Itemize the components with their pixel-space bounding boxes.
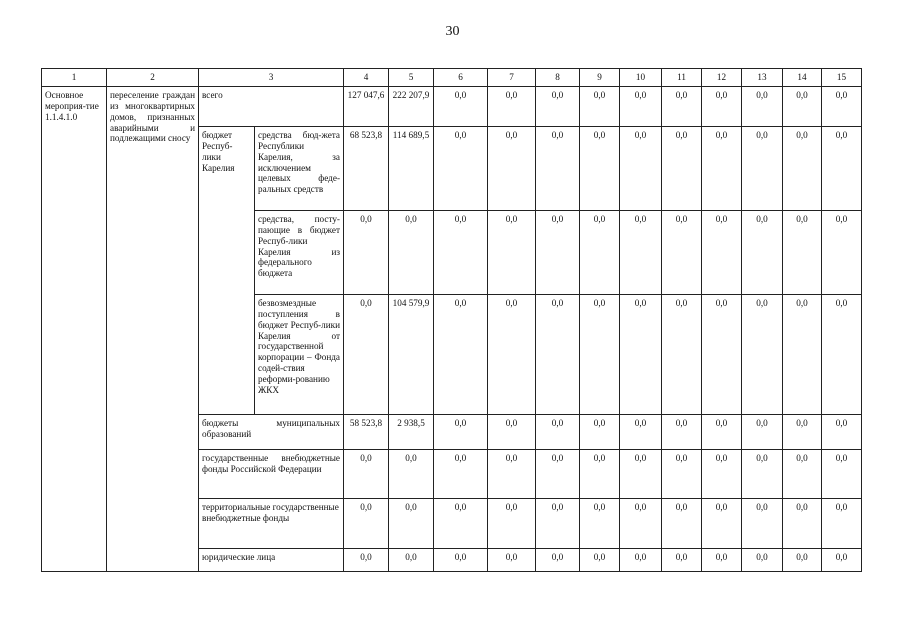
value-cell: 0,0 <box>783 549 822 572</box>
value-cell: 0,0 <box>822 450 862 499</box>
header-cell: 7 <box>488 69 536 87</box>
value-cell: 0,0 <box>389 549 434 572</box>
value-cell: 0,0 <box>536 87 580 127</box>
header-cell: 15 <box>822 69 862 87</box>
value-cell: 0,0 <box>488 499 536 549</box>
value-cell: 0,0 <box>702 127 742 211</box>
value-cell: 0,0 <box>344 211 389 295</box>
value-cell: 0,0 <box>488 87 536 127</box>
value-cell: 0,0 <box>742 295 783 415</box>
value-cell: 0,0 <box>620 549 662 572</box>
value-cell: 0,0 <box>783 211 822 295</box>
header-cell: 9 <box>580 69 620 87</box>
value-cell: 0,0 <box>536 415 580 450</box>
value-cell: 0,0 <box>662 87 702 127</box>
header-cell: 11 <box>662 69 702 87</box>
value-cell: 0,0 <box>434 127 488 211</box>
value-cell: 0,0 <box>389 211 434 295</box>
value-cell: 0,0 <box>344 549 389 572</box>
value-cell: 0,0 <box>702 450 742 499</box>
value-cell: 0,0 <box>822 127 862 211</box>
value-cell: 0,0 <box>742 450 783 499</box>
value-cell: 0,0 <box>580 211 620 295</box>
value-cell: 0,0 <box>662 450 702 499</box>
value-cell: 0,0 <box>488 211 536 295</box>
source-cell: государственные внебюджетные фонды Российской Федерации <box>199 450 344 499</box>
description-cell: переселение граждан из многоквартирных домов, признанных аварийными и подлежащими сносу <box>107 87 199 572</box>
value-cell: 2 938,5 <box>389 415 434 450</box>
value-cell: 0,0 <box>536 549 580 572</box>
header-cell: 3 <box>199 69 344 87</box>
value-cell: 0,0 <box>742 549 783 572</box>
value-cell: 0,0 <box>742 499 783 549</box>
value-cell: 0,0 <box>702 87 742 127</box>
header-cell: 1 <box>42 69 107 87</box>
value-cell: 0,0 <box>580 295 620 415</box>
value-cell: 0,0 <box>662 415 702 450</box>
value-cell: 0,0 <box>620 127 662 211</box>
header-cell: 4 <box>344 69 389 87</box>
value-cell: 0,0 <box>742 127 783 211</box>
value-cell: 0,0 <box>434 549 488 572</box>
value-cell: 0,0 <box>662 295 702 415</box>
value-cell: 0,0 <box>536 295 580 415</box>
header-cell: 2 <box>107 69 199 87</box>
value-cell: 0,0 <box>702 295 742 415</box>
value-cell: 0,0 <box>620 450 662 499</box>
value-cell: 0,0 <box>434 499 488 549</box>
value-cell: 0,0 <box>662 127 702 211</box>
value-cell: 0,0 <box>488 415 536 450</box>
value-cell: 0,0 <box>580 549 620 572</box>
value-cell: 0,0 <box>620 295 662 415</box>
source-cell: территориальные государственные внебюджетные фонды <box>199 499 344 549</box>
value-cell: 0,0 <box>822 549 862 572</box>
value-cell: 0,0 <box>434 415 488 450</box>
source-cell: бюджеты муниципальных образований <box>199 415 344 450</box>
value-cell: 0,0 <box>822 415 862 450</box>
value-cell: 0,0 <box>822 87 862 127</box>
value-cell: 0,0 <box>434 450 488 499</box>
value-cell: 0,0 <box>580 415 620 450</box>
value-cell: 58 523,8 <box>344 415 389 450</box>
value-cell: 0,0 <box>620 499 662 549</box>
value-cell: 0,0 <box>783 415 822 450</box>
value-cell: 0,0 <box>783 295 822 415</box>
value-cell: 0,0 <box>702 549 742 572</box>
value-cell: 0,0 <box>822 499 862 549</box>
source-cell: средства, посту-пающие в бюджет Респуб-лики Карелия из федерального бюджета <box>255 211 344 295</box>
value-cell: 127 047,6 <box>344 87 389 127</box>
value-cell: 68 523,8 <box>344 127 389 211</box>
value-cell: 104 579,9 <box>389 295 434 415</box>
header-cell: 13 <box>742 69 783 87</box>
header-cell: 10 <box>620 69 662 87</box>
value-cell: 0,0 <box>536 211 580 295</box>
value-cell: 0,0 <box>580 450 620 499</box>
value-cell: 0,0 <box>620 211 662 295</box>
value-cell: 0,0 <box>783 450 822 499</box>
value-cell: 0,0 <box>488 549 536 572</box>
value-cell: 0,0 <box>662 211 702 295</box>
header-cell: 14 <box>783 69 822 87</box>
value-cell: 0,0 <box>580 87 620 127</box>
value-cell: 0,0 <box>742 87 783 127</box>
table-row <box>42 87 862 127</box>
value-cell: 0,0 <box>783 87 822 127</box>
value-cell: 0,0 <box>580 127 620 211</box>
value-cell: 0,0 <box>822 295 862 415</box>
funding-table <box>41 68 862 572</box>
value-cell: 0,0 <box>434 211 488 295</box>
value-cell: 0,0 <box>783 127 822 211</box>
value-cell: 222 207,9 <box>389 87 434 127</box>
source-cell: безвозмездные поступления в бюджет Респуб-лики Карелия от государственной корпорации – Фонда содей-ствия реформи-рованию ЖКХ <box>255 295 344 415</box>
header-cell: 12 <box>702 69 742 87</box>
value-cell: 0,0 <box>344 295 389 415</box>
header-cell: 8 <box>536 69 580 87</box>
value-cell: 0,0 <box>389 499 434 549</box>
value-cell: 114 689,5 <box>389 127 434 211</box>
value-cell: 0,0 <box>822 211 862 295</box>
value-cell: 0,0 <box>389 450 434 499</box>
group-cell: бюджет Респуб-лики Карелия <box>199 127 255 415</box>
value-cell: 0,0 <box>488 450 536 499</box>
source-cell: средства бюд-жета Республики Карелия, за исключением целевых феде-ральных средств <box>255 127 344 211</box>
value-cell: 0,0 <box>580 499 620 549</box>
source-cell: всего <box>199 87 344 127</box>
value-cell: 0,0 <box>434 87 488 127</box>
value-cell: 0,0 <box>488 295 536 415</box>
value-cell: 0,0 <box>702 415 742 450</box>
value-cell: 0,0 <box>702 499 742 549</box>
source-cell: юридические лица <box>199 549 344 572</box>
header-cell: 6 <box>434 69 488 87</box>
page-number: 30 <box>445 24 460 39</box>
value-cell: 0,0 <box>434 295 488 415</box>
value-cell: 0,0 <box>620 415 662 450</box>
value-cell: 0,0 <box>742 415 783 450</box>
value-cell: 0,0 <box>488 127 536 211</box>
value-cell: 0,0 <box>536 127 580 211</box>
activity-cell: Основное мероприя-тие 1.1.4.1.0 <box>42 87 107 572</box>
value-cell: 0,0 <box>344 450 389 499</box>
value-cell: 0,0 <box>620 87 662 127</box>
value-cell: 0,0 <box>536 499 580 549</box>
value-cell: 0,0 <box>536 450 580 499</box>
header-row <box>42 69 862 87</box>
value-cell: 0,0 <box>702 211 742 295</box>
value-cell: 0,0 <box>344 499 389 549</box>
header-cell: 5 <box>389 69 434 87</box>
value-cell: 0,0 <box>662 549 702 572</box>
value-cell: 0,0 <box>662 499 702 549</box>
value-cell: 0,0 <box>783 499 822 549</box>
value-cell: 0,0 <box>742 211 783 295</box>
